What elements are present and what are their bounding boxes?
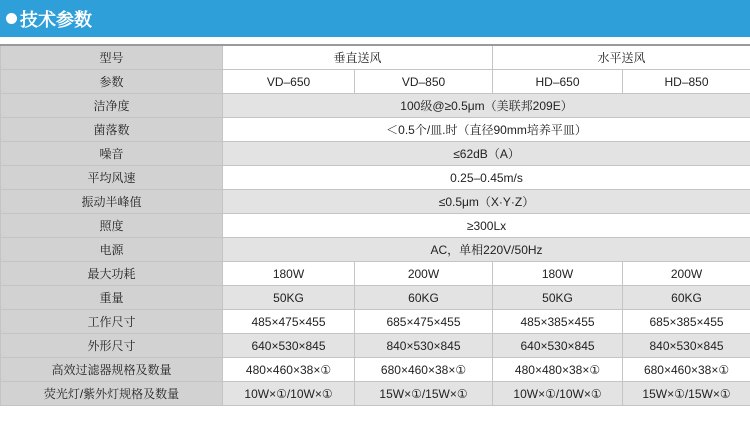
spec-table [0, 44, 750, 406]
row-cell: 480×480×38×① [493, 358, 623, 382]
row-cell: 10W×①/10W×① [223, 382, 355, 406]
corner-param-label: 参数 [1, 70, 223, 94]
row-cell: 680×460×38×① [623, 358, 750, 382]
model-header-row [1, 70, 750, 94]
table-row [1, 382, 750, 406]
row-cell: 15W×①/15W×① [355, 382, 493, 406]
row-label: 荧光灯/紫外灯规格及数量 [1, 382, 223, 406]
table-row [1, 238, 750, 262]
model-hd850: HD–850 [623, 70, 750, 94]
row-cell: 685×475×455 [355, 310, 493, 334]
row-cell: 50KG [493, 286, 623, 310]
row-label: 菌落数 [1, 118, 223, 142]
table-row [1, 334, 750, 358]
row-cell: 15W×①/15W×① [623, 382, 750, 406]
row-label: 洁净度 [1, 94, 223, 118]
row-cell: 685×385×455 [623, 310, 750, 334]
table-row [1, 286, 750, 310]
row-cell: 200W [623, 262, 750, 286]
row-cell: 485×475×455 [223, 310, 355, 334]
row-label: 照度 [1, 214, 223, 238]
row-value: 100级@≥0.5μm（美联邦209E） [223, 94, 750, 118]
row-label: 重量 [1, 286, 223, 310]
row-label: 振动半峰值 [1, 190, 223, 214]
row-cell: 480×460×38×① [223, 358, 355, 382]
row-cell: 640×530×845 [493, 334, 623, 358]
model-vd850: VD–850 [355, 70, 493, 94]
row-cell: 640×530×845 [223, 334, 355, 358]
row-cell: 180W [223, 262, 355, 286]
row-cell: 10W×①/10W×① [493, 382, 623, 406]
row-cell: 840×530×845 [355, 334, 493, 358]
row-label: 电源 [1, 238, 223, 262]
table-row [1, 94, 750, 118]
row-value: ≥300Lx [223, 214, 750, 238]
table-row [1, 190, 750, 214]
model-hd650: HD–650 [493, 70, 623, 94]
row-cell: 180W [493, 262, 623, 286]
row-label: 噪音 [1, 142, 223, 166]
section-title: 技术参数 [20, 9, 92, 30]
row-cell: 485×385×455 [493, 310, 623, 334]
corner-model-label: 型号 [1, 45, 223, 70]
section-header [0, 0, 750, 37]
table-row [1, 358, 750, 382]
table-row [1, 214, 750, 238]
row-cell: 50KG [223, 286, 355, 310]
row-label: 高效过滤器规格及数量 [1, 358, 223, 382]
group-header-row [1, 45, 750, 70]
group-horizontal-airflow: 水平送风 [493, 45, 750, 70]
row-cell: 680×460×38×① [355, 358, 493, 382]
row-label: 外形尺寸 [1, 334, 223, 358]
bullet-dot-icon [6, 13, 17, 24]
table-row [1, 118, 750, 142]
model-vd650: VD–650 [223, 70, 355, 94]
table-row [1, 310, 750, 334]
row-value: 0.25–0.45m/s [223, 166, 750, 190]
row-cell: 60KG [355, 286, 493, 310]
row-value: ≤0.5μm（X·Y·Z） [223, 190, 750, 214]
table-row [1, 166, 750, 190]
row-cell: 60KG [623, 286, 750, 310]
table-row [1, 262, 750, 286]
group-vertical-airflow: 垂直送风 [223, 45, 493, 70]
row-value: ＜0.5个/皿.时（直径90mm培养平皿） [223, 118, 750, 142]
row-label: 最大功耗 [1, 262, 223, 286]
row-label: 平均风速 [1, 166, 223, 190]
row-value: AC，单相220V/50Hz [223, 238, 750, 262]
table-row [1, 142, 750, 166]
row-label: 工作尺寸 [1, 310, 223, 334]
row-value: ≤62dB（A） [223, 142, 750, 166]
row-cell: 200W [355, 262, 493, 286]
row-cell: 840×530×845 [623, 334, 750, 358]
